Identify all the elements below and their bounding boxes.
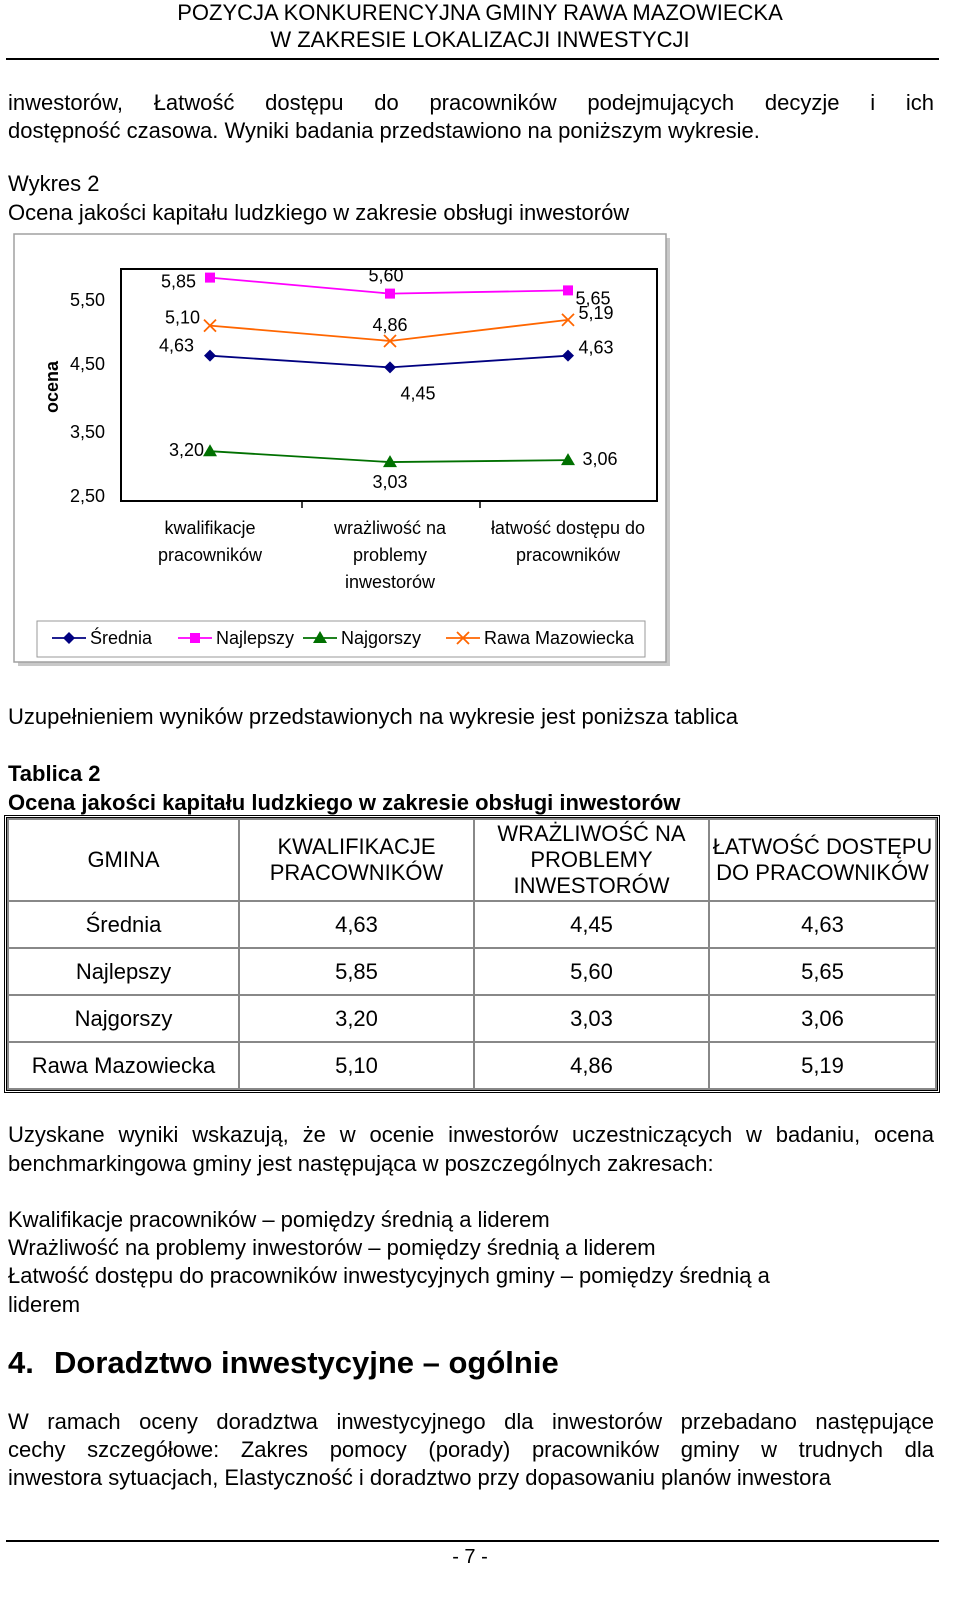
row-name: Najgorszy (8, 995, 239, 1042)
row-name: Średnia (8, 901, 239, 948)
closing-line1: W ramach oceny doradztwa inwestycyjnego dla inwestorów przebadano następujące (8, 1409, 934, 1434)
cell-value: 5,85 (239, 948, 474, 995)
data-label: 5,85 (160, 271, 196, 292)
x-category-label: kwalifikacje (164, 518, 256, 538)
section-number: 4. (8, 1345, 34, 1380)
data-label: 5,10 (164, 307, 200, 328)
cell-value: 4,86 (474, 1042, 709, 1089)
data-point (563, 285, 573, 295)
page-number: - 7 - (452, 1546, 488, 1568)
quality-chart (12, 232, 672, 668)
finding-wrazliwosc: Wrażliwość na problemy inwestorów – pomiędzy średnią a liderem (8, 1235, 656, 1260)
bridge-text: Uzupełnieniem wyników przedstawionych na wykresie jest poniższa tablica (8, 704, 739, 729)
cell-value: 5,19 (709, 1042, 936, 1089)
table-row (8, 995, 936, 1042)
data-table-frame (4, 815, 940, 1093)
cell-value: 5,10 (239, 1042, 474, 1089)
data-label: 3,06 (582, 449, 618, 470)
finding-kwalifikacje: Kwalifikacje pracowników – pomiędzy średnią a liderem (8, 1207, 550, 1232)
cell-value: 5,65 (709, 948, 936, 995)
footer-rule (6, 1540, 939, 1542)
header-rule (6, 58, 939, 60)
finding-latwosc-cont: liderem (8, 1292, 81, 1317)
x-category-label: pracowników (515, 545, 621, 565)
data-label: 3,20 (168, 440, 204, 461)
legend-entry: Najgorszy (341, 628, 422, 648)
table-row (8, 1042, 936, 1089)
row-name: Najlepszy (8, 948, 239, 995)
data-label: 5,60 (368, 265, 404, 286)
y-axis-label: ocena (42, 360, 62, 414)
legend-entry: Średnia (90, 628, 153, 648)
cell-value: 3,03 (474, 995, 709, 1042)
table-header-row (8, 819, 936, 901)
data-table (7, 818, 937, 1090)
x-category-label: problemy (352, 545, 428, 565)
intro-line2: dostępność czasowa. Wyniki badania przedstawiono na poniższym wykresie. (8, 118, 760, 143)
data-label: 3,03 (372, 472, 408, 493)
y-tick-label: 2,50 (69, 486, 105, 506)
running-header-line1: POZYCJA KONKURENCYJNA GMINY RAWA MAZOWIECKA (177, 0, 783, 25)
data-label: 5,19 (578, 302, 614, 323)
results-line1: Uzyskane wyniki wskazują, że w ocenie inwestorów uczestniczących w badaniu, ocena (8, 1122, 934, 1147)
table-title: Ocena jakości kapitału ludzkiego w zakresie obsługi inwestorów (8, 790, 681, 815)
row-name: Rawa Mazowiecka (8, 1042, 239, 1089)
data-label: 4,63 (578, 337, 614, 358)
data-label: 4,86 (372, 314, 408, 335)
header-latwosc: ŁATWOŚĆ DOSTĘPU DO PRACOWNIKÓW (709, 819, 936, 901)
x-category-label: łatwość dostępu do (490, 518, 646, 538)
closing-line2: cechy szczegółowe: Zakres pomocy (porady) pracowników gminy w trudnych dla (8, 1437, 934, 1462)
figure-title: Ocena jakości kapitału ludzkiego w zakresie obsługi inwestorów (8, 200, 630, 225)
data-point (385, 289, 395, 299)
cell-value: 3,20 (239, 995, 474, 1042)
data-label: 5,65 (575, 288, 611, 309)
data-label: 4,45 (400, 383, 436, 404)
section-title: Doradztwo inwestycyjne – ogólnie (54, 1345, 559, 1380)
x-category-label: wrażliwość na (333, 518, 447, 538)
table-row (8, 948, 936, 995)
table-row (8, 901, 936, 948)
legend-entry: Rawa Mazowiecka (484, 628, 635, 648)
legend-entry: Najlepszy (216, 628, 295, 648)
cell-value: 4,45 (474, 901, 709, 948)
chart-frame (14, 234, 666, 662)
cell-value: 5,60 (474, 948, 709, 995)
results-line2: benchmarkingowa gminy jest następująca w poszczególnych zakresach: (8, 1151, 714, 1176)
y-tick-label: 4,50 (69, 354, 105, 374)
cell-value: 3,06 (709, 995, 936, 1042)
figure-label: Wykres 2 (8, 171, 100, 196)
data-point (205, 273, 215, 283)
header-gmina: GMINA (8, 819, 239, 901)
table-label: Tablica 2 (8, 761, 101, 786)
legend-marker (190, 633, 200, 643)
intro-line1: inwestorów, Łatwość dostępu do pracowników podejmujących decyzje i ich (8, 90, 934, 115)
header-kwalifikacje: KWALIFIKACJE PRACOWNIKÓW (239, 819, 474, 901)
running-header-line2: W ZAKRESIE LOKALIZACJI INWESTYCJI (270, 27, 690, 52)
cell-value: 4,63 (239, 901, 474, 948)
header-wrazliwosc: WRAŻLIWOŚĆ NA PROBLEMY INWESTORÓW (474, 819, 709, 901)
x-category-label: pracowników (157, 545, 263, 565)
x-category-label: inwestorów (344, 572, 436, 592)
y-tick-label: 5,50 (69, 290, 105, 310)
finding-latwosc: Łatwość dostępu do pracowników inwestycyjnych gminy – pomiędzy średnią a (8, 1263, 770, 1288)
data-label: 4,63 (158, 335, 194, 356)
cell-value: 4,63 (709, 901, 936, 948)
closing-line3: inwestora sytuacjach, Elastyczność i doradztwo przy dopasowaniu planów inwestora (8, 1465, 831, 1490)
y-tick-label: 3,50 (69, 422, 105, 442)
